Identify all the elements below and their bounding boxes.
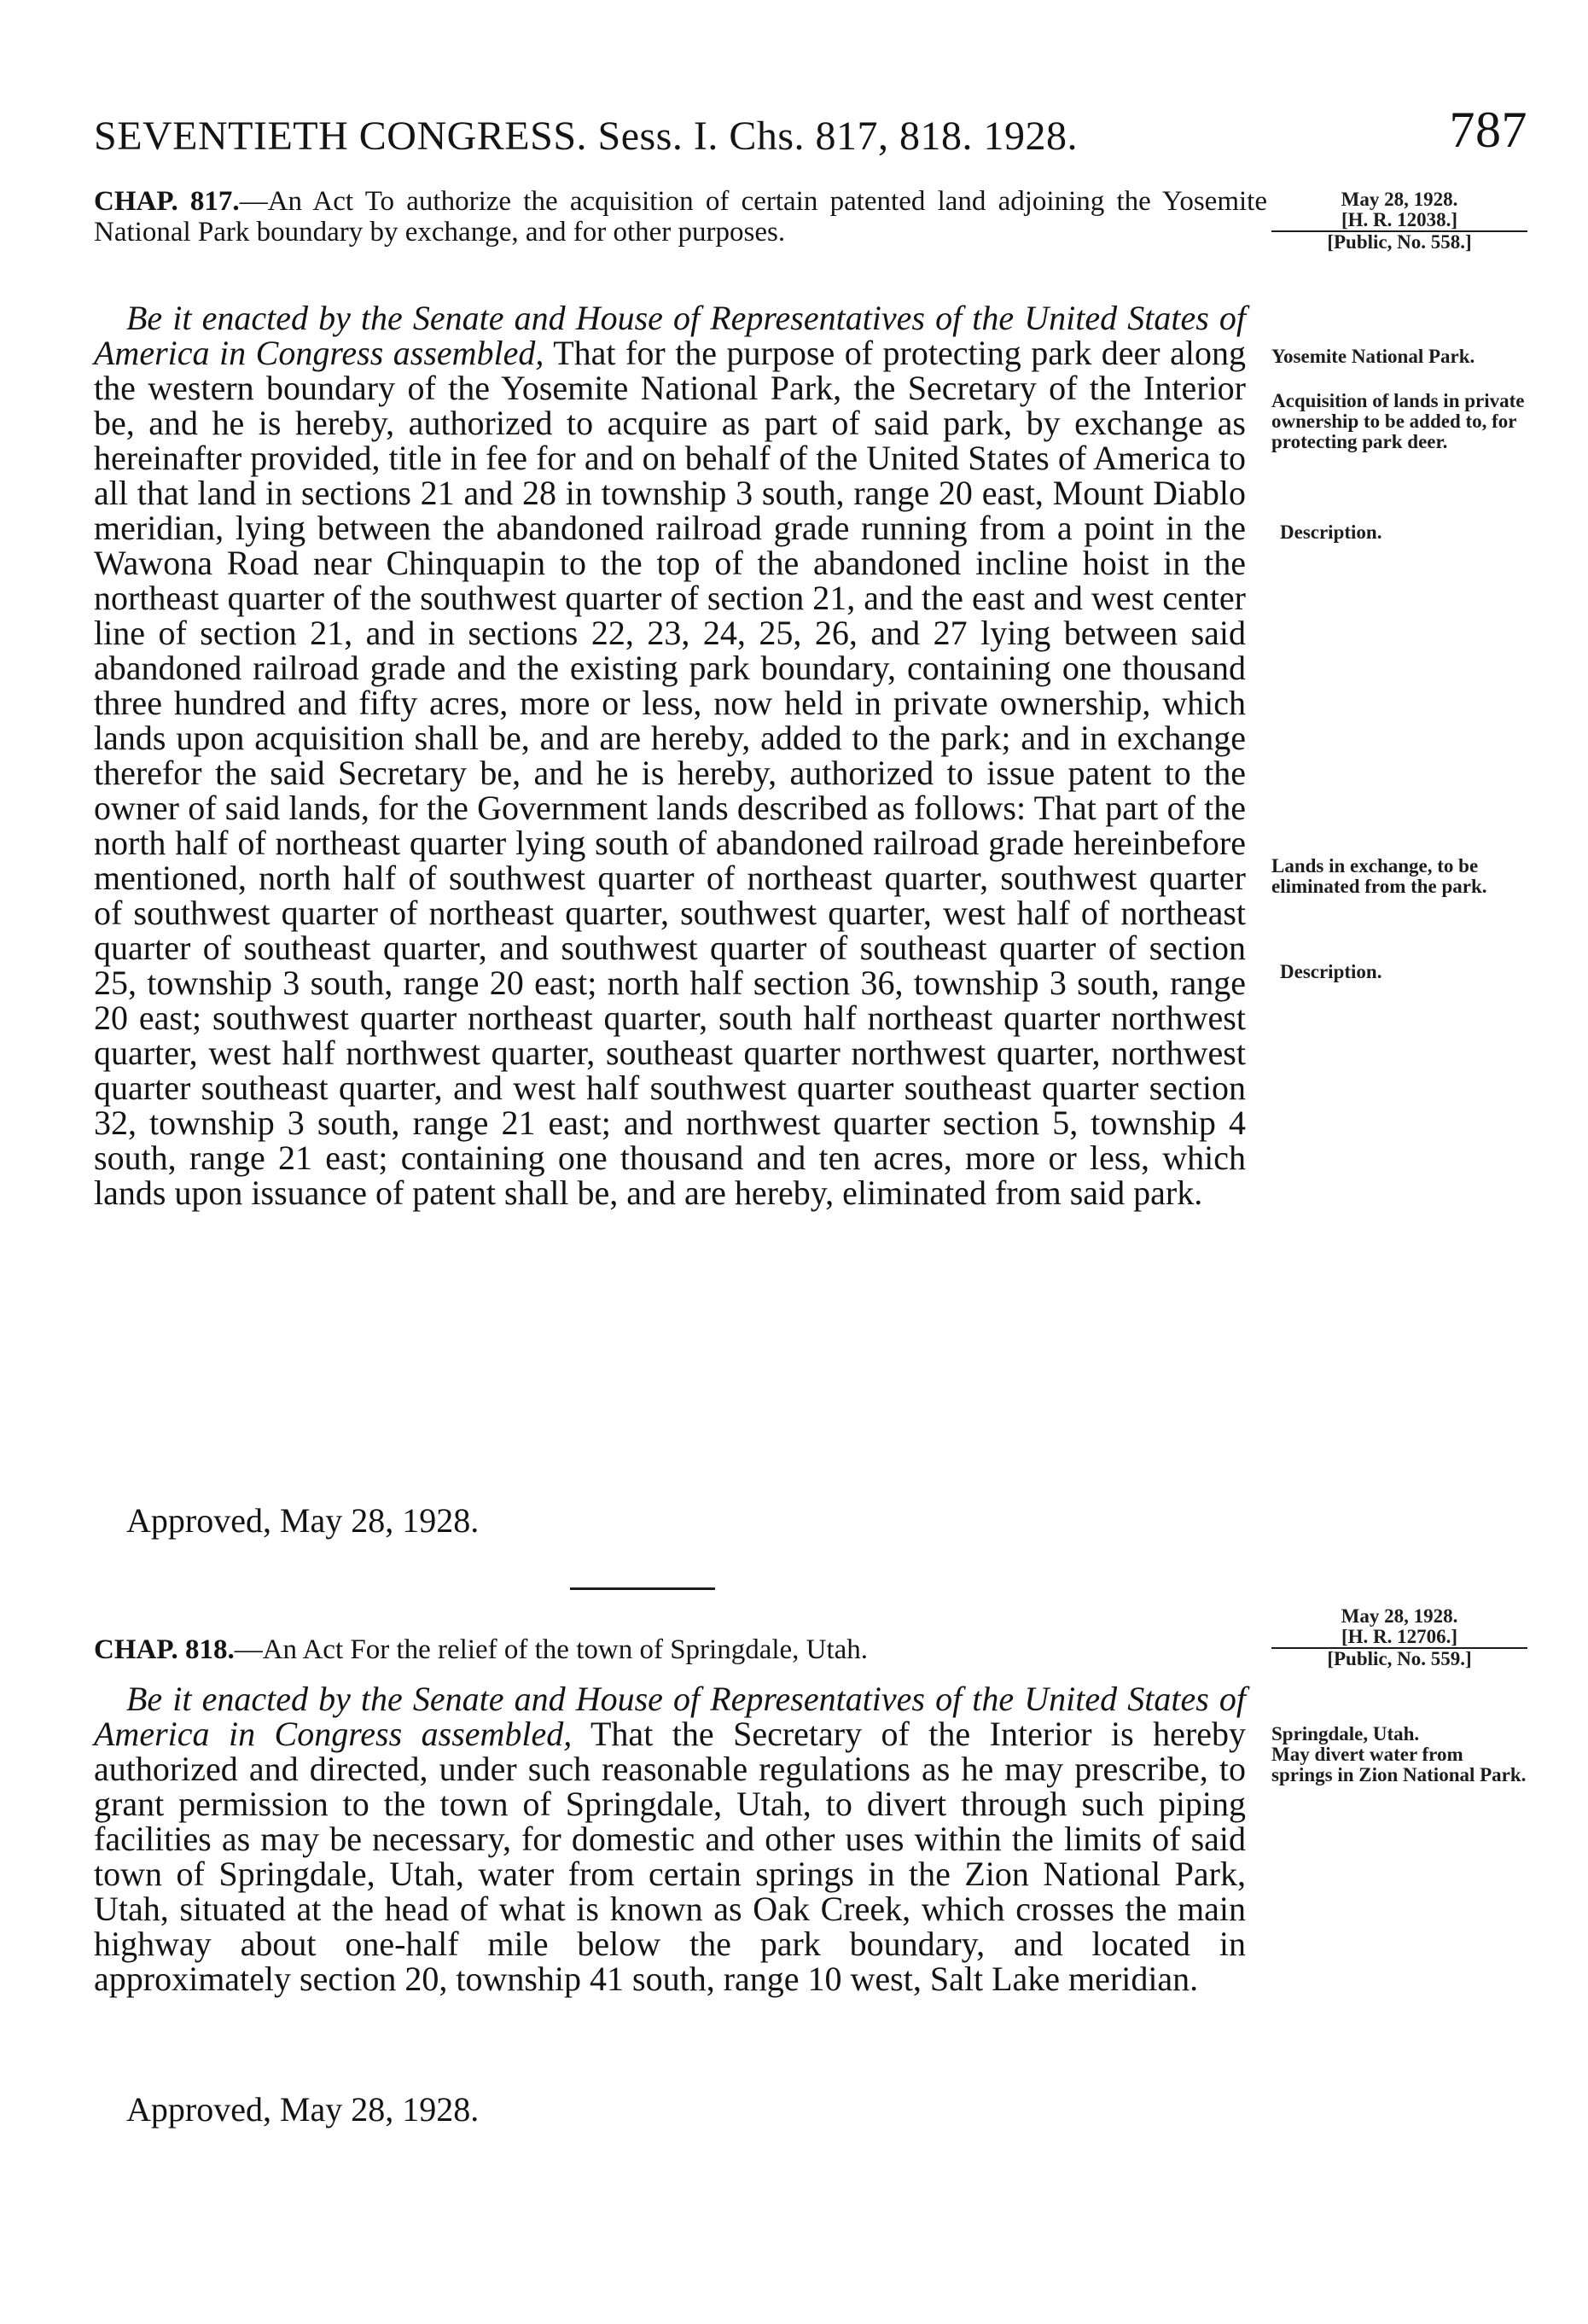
margin-note-acquisition: Acquisition of lands in private ownership to be added to, for protecting park deer. — [1271, 390, 1525, 452]
margin-note-description-2: Description. — [1280, 961, 1382, 982]
chapter-818-public-no: [Public, No. 559.] — [1327, 1648, 1472, 1669]
chapter-818-body-text: That the Secretary of the Interior is hereby authorized and directed, under such reasonable regulations as he may prescribe, to grant permission to the town of Springdale, Utah, to divert through such piping facilities as may be necessary, for domestic and other uses within the limits of said town of Springdale, Utah, water from certain springs in the Zion National Park, Utah, situated at the head of what is known as Oak Creek, which crosses the main highway about one-half mile below the park boundary, and located in approximately section 20, township 41 south, range 10 west, Salt Lake meridian. — [94, 1715, 1246, 1998]
chapter-817-title: —An Act To authorize the acquisition of certain patented land adjoining the Yosemite National Park boundary by exchange, and for other purposes. — [94, 186, 1267, 248]
chapter-817-date: May 28, 1928. — [1341, 189, 1458, 210]
running-header — [94, 101, 1527, 169]
chapter-818-label: CHAP. 818. — [94, 1634, 235, 1665]
chapter-818-heading — [94, 1634, 1267, 1665]
chapter-817-approved: Approved, May 28, 1928. — [126, 1501, 480, 1540]
chapter-818-enacting-clause: Be it enacted by the Senate and House of Representatives of the United States of America in Congress assembled, — [94, 1680, 1246, 1753]
margin-note-springdale: Springdale, Utah. — [1271, 1723, 1420, 1744]
chapter-divider — [570, 1587, 715, 1590]
chapter-818-bill: [H. R. 12706.] — [1271, 1627, 1527, 1649]
chapter-818-date: May 28, 1928. — [1341, 1605, 1458, 1627]
page-number: 787 — [1449, 102, 1527, 158]
chapter-817-body — [94, 300, 1246, 1210]
chapter-817-public-no: [Public, No. 558.] — [1327, 231, 1472, 253]
chapter-817-enacting-clause: Be it enacted by the Senate and House of Representatives of the United States of America in Congress assembled, — [94, 299, 1246, 372]
margin-note-yosemite: Yosemite National Park. — [1271, 346, 1475, 367]
chapter-817-bill: [H. R. 12038.] — [1271, 210, 1527, 232]
chapter-817-label: CHAP. 817. — [94, 186, 240, 217]
running-header-title: SEVENTIETH CONGRESS. Sess. I. Chs. 817, 818. 1928. — [94, 114, 1079, 159]
chapter-818-body — [94, 1681, 1246, 1996]
chapter-817-body-text: That for the purpose of protecting park deer along the western boundary of the Yosemite National Park, the Secretary of the Interior be, and he is hereby, authorized to acquire as part of said park, by exchange as hereinafter provided, title in fee for and on behalf of the United States of America to all that land in sections 21 and 28 in township 3 south, range 20 east, Mount Diablo meridian, lying between the abandoned railroad grade running from a point in the Wawona Road near Chinquapin to the top of the abandoned incline hoist in the northeast quarter of the southwest quarter of section 21, and the east and west center line of section 21, and in sections 22, 23, 24, 25, 26, and 27 lying between said abandoned railroad grade and the existing park boundary, containing one thousand three hundred and fifty acres, more or less, now held in private ownership, which lands upon acquisition shall be, and are hereby, added to the park; and in exchange therefor the said Secretary be, and he is hereby, authorized to issue patent to the owner of said lands, for the Government lands described as follows: That part of the north half of northeast quarter lying south of abandoned railroad grade hereinbefore mentioned, north half of southwest quarter of northeast quarter, southwest quarter of southwest quarter of northeast quarter, southwest quarter, west half of northeast quarter of southeast quarter, and southwest quarter of southeast quarter of section 25, township 3 south, range 20 east; north half section 36, township 3 south, range 20 east; southwest quarter northeast quarter, south half northeast quarter northwest quarter, west half northwest quarter, southeast quarter northwest quarter, northwest quarter southeast quarter, and west half southwest quarter southeast quarter section 32, township 3 south, range 21 east; and northwest quarter section 5, township 4 south, range 21 east; containing one thousand and ten acres, more or less, which lands upon issuance of patent shall be, and are hereby, eliminated from said park. — [94, 334, 1246, 1212]
chapter-817-citation — [1271, 189, 1527, 253]
margin-note-description-1: Description. — [1280, 521, 1382, 543]
chapter-818-approved: Approved, May 28, 1928. — [126, 2090, 480, 2129]
margin-note-divert-water: May divert water from springs in Zion National Park. — [1271, 1744, 1527, 1785]
chapter-818-title: —An Act For the relief of the town of Springdale, Utah. — [234, 1634, 869, 1665]
margin-note-lands-exchange: Lands in exchange, to be eliminated from the park. — [1271, 855, 1487, 897]
chapter-818-citation — [1271, 1606, 1527, 1669]
chapter-817-heading — [94, 186, 1267, 248]
